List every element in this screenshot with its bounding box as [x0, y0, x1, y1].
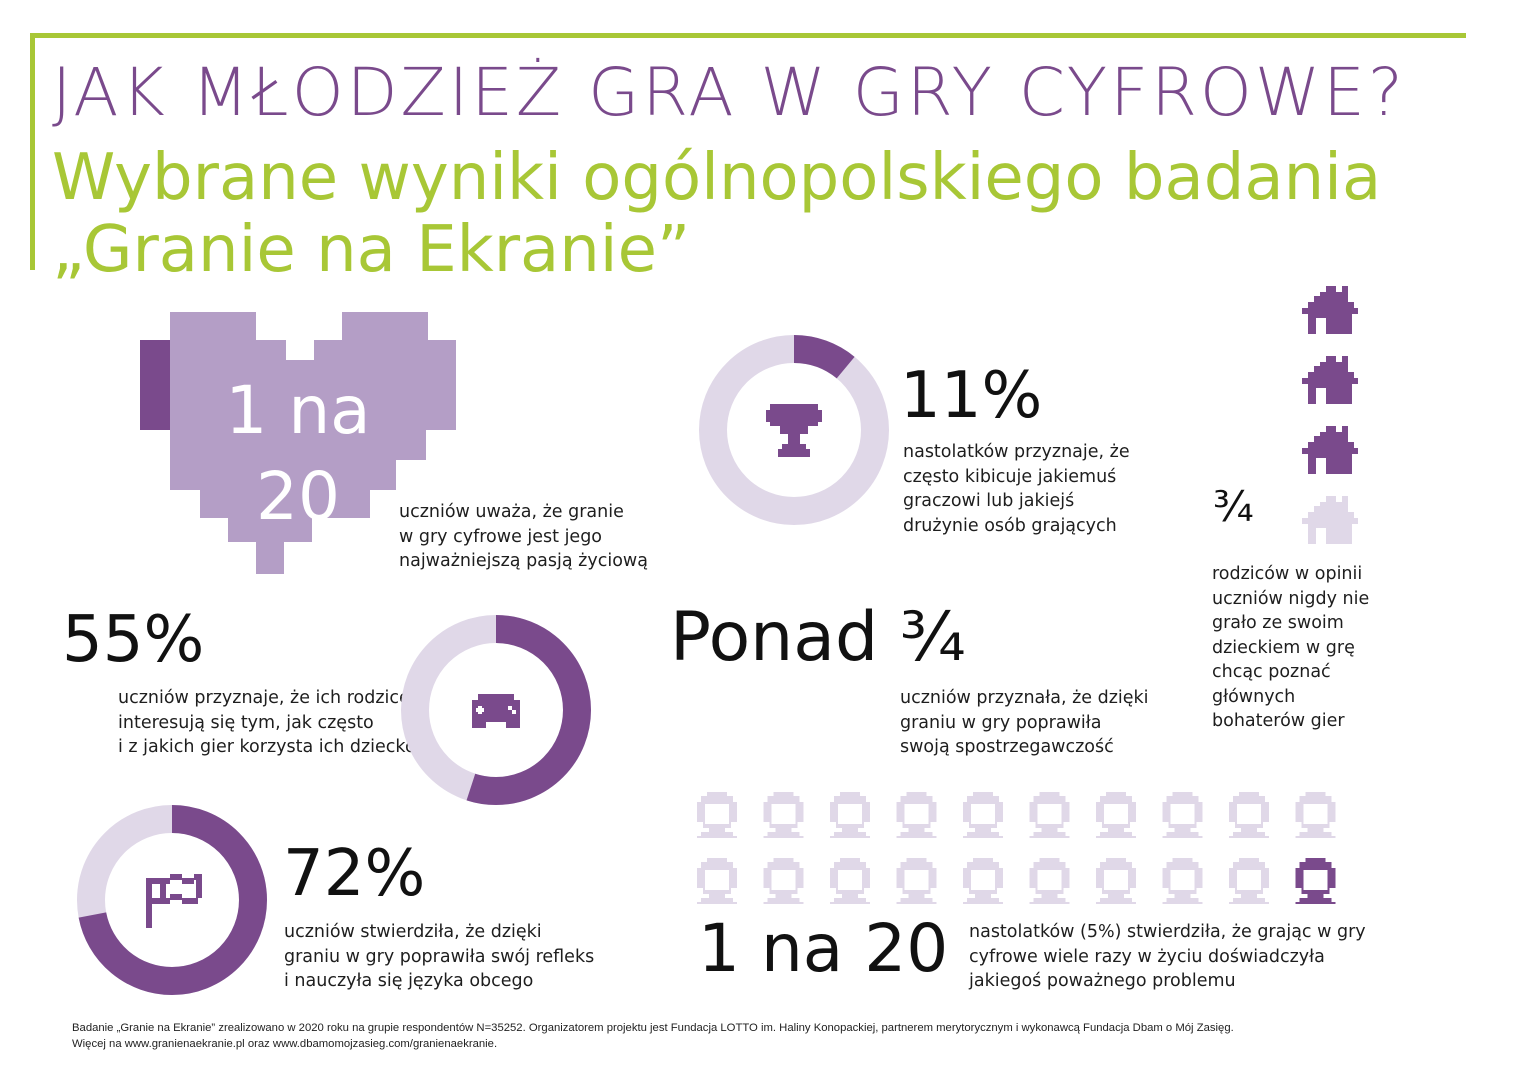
desc-line: graniu w gry poprawiła swój refleks [284, 946, 595, 967]
desc-line: uczniów uważa, że granie [399, 502, 624, 522]
person-icon [897, 858, 937, 904]
desc-line: i z jakich gier korzysta ich dziecko [118, 737, 416, 757]
desc-line: drużynie osób grających [903, 515, 1117, 536]
trophy-donut-chart [698, 334, 890, 526]
desc-line: uczniów stwierdziła, że dzięki [284, 922, 542, 942]
desc-line: grało ze swoim [1212, 613, 1344, 633]
person-icon [830, 792, 870, 838]
desc-line: graczowi lub jakiejś [903, 491, 1075, 511]
person-icon [830, 858, 870, 904]
reflex-value: 72% [283, 837, 426, 911]
accent-line-top [30, 33, 1466, 38]
desc-line: i nauczyła się języka obcego [284, 971, 534, 991]
person-icon [697, 792, 737, 838]
heart-accent [140, 340, 170, 430]
house-icon [1302, 356, 1358, 404]
desc-line: uczniów przyznała, że dzięki [900, 688, 1149, 708]
person-icon [1163, 858, 1203, 904]
desc-line: chcąc poznać [1212, 662, 1331, 682]
heart-value-2: 20 [256, 458, 340, 535]
perception-value: Ponad ¾ [670, 598, 966, 677]
person-icon [1229, 858, 1269, 904]
footer-note [72, 1020, 1234, 1052]
problem-description [969, 920, 1366, 994]
reflex-description [284, 920, 594, 994]
house-icon [1302, 286, 1358, 334]
desc-line: uczniów przyznaje, że ich rodzice [118, 688, 410, 708]
desc-line: dzieckiem w grę [1212, 637, 1355, 658]
desc-line: nastolatków przyznaje, że [903, 442, 1130, 462]
desc-line: cyfrowe wiele razy w życiu doświadczyła [969, 946, 1325, 967]
desc-line: najważniejszą pasją życiową [399, 551, 648, 571]
footer-line-2: Więcej na www.granienaekranie.pl oraz www.dbamomojzasieg.com/granienaekranie. [72, 1038, 498, 1050]
person-icon [764, 858, 804, 904]
person-icon [963, 858, 1003, 904]
person-icon [1030, 858, 1070, 904]
problem-value: 1 na 20 [698, 910, 949, 987]
houses-description [1212, 562, 1369, 734]
parents-value: 55% [62, 603, 205, 677]
subtitle-line-1: Wybrane wyniki ogólnopolskiego badania [52, 141, 1382, 215]
page-title: JAK MŁODZIEŻ GRA W GRY CYFROWE? [52, 54, 1406, 131]
desc-line: w gry cyfrowe jest jego [399, 526, 603, 547]
heart-description [399, 500, 648, 574]
subtitle-line-2: „Granie na Ekranie” [52, 213, 691, 287]
accent-line-left [30, 33, 35, 270]
desc-line: rodziców w opinii [1212, 564, 1363, 584]
parents-description [118, 686, 416, 760]
person-icon [697, 858, 737, 904]
trophy-icon [766, 404, 822, 457]
desc-line: często kibicuje jakiemuś [903, 466, 1117, 487]
desc-line: bohaterów gier [1212, 711, 1345, 731]
house-icon [1302, 496, 1358, 544]
houses-value: ¾ [1213, 482, 1254, 531]
perception-description [900, 686, 1149, 760]
flag-icon [146, 874, 202, 928]
person-icon [1163, 792, 1203, 838]
person-icon [1296, 858, 1336, 904]
desc-line: graniu w gry poprawiła [900, 712, 1102, 733]
person-icon [1229, 792, 1269, 838]
person-icon [1030, 792, 1070, 838]
trophy-description [903, 440, 1130, 538]
page-subtitle [52, 142, 1381, 286]
person-icon [963, 792, 1003, 838]
person-icon [1096, 792, 1136, 838]
house-icon [1302, 426, 1358, 474]
person-icon [764, 792, 804, 838]
desc-line: głównych [1212, 686, 1296, 707]
desc-line: swoją spostrzegawczość [900, 737, 1114, 757]
person-icon [1296, 792, 1336, 838]
trophy-value: 11% [900, 359, 1043, 433]
people-pictogram [695, 792, 1355, 904]
footer-line-1: Badanie „Granie na Ekranie” zrealizowano w 2020 roku na grupie respondentów N=35252. Organizatorem projektu jest Fundacja LOTTO im. Haliny Konopackiej, partnerem merytorycznym i wykonawcą Fundacja Dbam o Mój Zasięg. [72, 1022, 1234, 1034]
desc-line: jakiegoś poważnego problemu [969, 971, 1236, 991]
houses-pictogram [1300, 286, 1362, 548]
person-icon [897, 792, 937, 838]
reflex-donut-chart [76, 804, 268, 996]
desc-line: nastolatków (5%) stwierdziła, że grając w gry [969, 922, 1366, 942]
gamepad-icon [472, 694, 520, 728]
parents-donut-chart [400, 614, 592, 806]
heart-value-1: 1 na [225, 372, 371, 449]
desc-line: interesują się tym, jak często [118, 712, 374, 733]
desc-line: uczniów nigdy nie [1212, 588, 1370, 609]
person-icon [1096, 858, 1136, 904]
